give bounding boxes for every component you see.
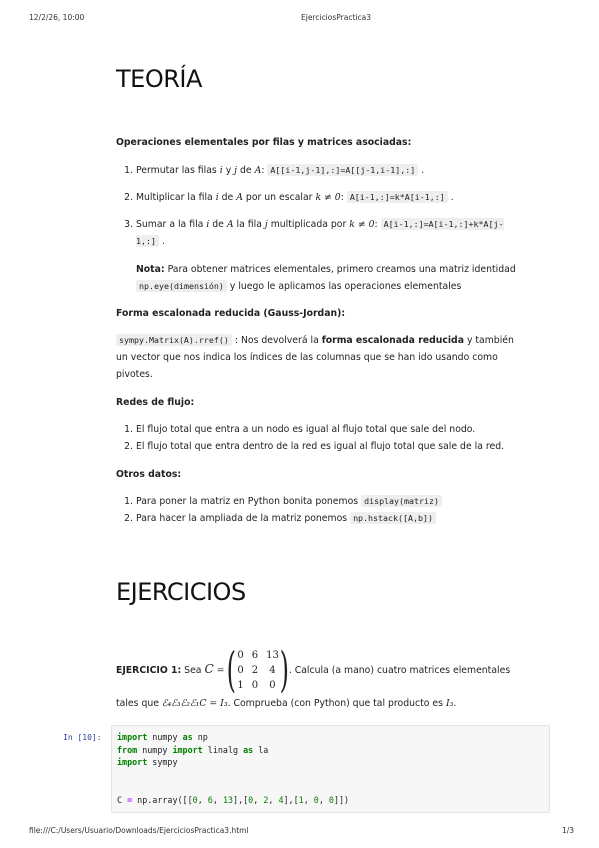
exercises-section: [116, 578, 516, 606]
row-op-item: 2. Multiplicar la fila i de A por un escalar k ≠ 0: A[i-1,:]=k*A[i-1,:] .: [136, 189, 521, 206]
code-token: numpy: [147, 732, 183, 742]
code-token: as: [182, 732, 193, 742]
code-token: ,: [303, 794, 314, 805]
print-datetime: 12/2/26, 10:00: [29, 13, 85, 22]
rref-title: Forma escalonada reducida (Gauss-Jordan):: [116, 308, 346, 319]
row-ops-block: [116, 134, 521, 151]
row-ops-list-3: [116, 216, 521, 250]
code-token: ]]): [333, 794, 350, 805]
code-line: [117, 731, 544, 744]
code-line: [117, 769, 544, 782]
row-op-item: 3. Sumar a la fila i de A la fila j multiplicada por k ≠ 0: A[i-1,:]=A[i-1,:]+k*A[j-1,:] .: [136, 216, 521, 250]
code-token: linalg: [202, 744, 244, 755]
note-paragraph: Nota: Para obtener matrices elementales, primero creamos una matriz identidad np.eye(dimensión) y luego le aplicamos las operaciones elementales: [136, 264, 516, 292]
code-token: import: [117, 732, 148, 742]
print-title: EjerciciosPractica3: [301, 13, 371, 22]
code-token: 4: [278, 794, 284, 805]
inline-code: A[[i-1,j-1],:]=A[[j-1,i-1],:]: [267, 164, 418, 176]
code-token: 0: [313, 794, 319, 805]
code-token: 13: [222, 794, 234, 805]
code-token: ,: [197, 794, 208, 805]
code-token: =: [127, 794, 133, 805]
code-token: ],[: [233, 794, 249, 805]
code-token: 1: [298, 794, 304, 805]
code-cell-source[interactable]: [112, 726, 549, 811]
code-line: [117, 794, 544, 807]
list-item: 1. Para poner la matriz en Python bonita ponemos display(matriz): [136, 493, 521, 510]
code-token: 2: [263, 794, 269, 805]
theory-section: [116, 65, 516, 93]
code-token: import: [117, 757, 148, 767]
code-token: as: [243, 744, 254, 755]
exercise-1-statement-cont: tales que ℰ₄ℰ₃ℰ₂ℰ₁C = I₃. Comprueba (con Python) que tal producto es I₃.: [116, 698, 457, 709]
code-token: ,: [318, 794, 329, 805]
code-line: [117, 744, 544, 757]
flow-list: [116, 421, 521, 455]
code-token: sympy: [147, 757, 178, 767]
inline-code: display(matriz): [361, 495, 442, 507]
cell-prompt: In [10]:: [63, 733, 102, 742]
exercises-heading: EJERCICIOS: [116, 578, 246, 606]
other-title: Otros datos:: [116, 469, 182, 480]
list-item: 1. El flujo total que entra a un nodo es igual al flujo total que sale del nodo.: [136, 421, 521, 438]
other-list: [116, 493, 521, 527]
code-token: 0: [192, 794, 198, 805]
code-token: np.array([[: [132, 794, 193, 805]
code-token: 0: [328, 794, 334, 805]
inline-code: A[i-1,:]=k*A[i-1,:]: [347, 191, 448, 203]
code-token: ,: [253, 794, 264, 805]
code-line: [117, 781, 544, 794]
inline-code: sympy.Matrix(A).rref(): [116, 334, 232, 346]
code-token: la: [253, 744, 269, 755]
code-token: ,: [268, 794, 279, 805]
code-token: import: [172, 744, 203, 755]
code-token: ,: [212, 794, 223, 805]
print-file-path: file:///C:/Users/Usuario/Downloads/EjerciciosPractica3.html: [29, 826, 249, 835]
matrix-c: ( 0 6 13 0 2 4 1 0 0 ): [227, 642, 290, 698]
theory-heading: TEORÍA: [116, 65, 202, 93]
list-item: 2. Para hacer la ampliada de la matriz ponemos np.hstack([A,b]): [136, 510, 521, 527]
row-ops-title: Operaciones elementales por filas y matrices asociadas:: [116, 137, 412, 148]
row-op-item: 1. Permutar las filas i y j de A: A[[i-1,j-1],:]=A[[j-1,i-1],:] .: [136, 162, 521, 179]
code-cell[interactable]: [111, 725, 550, 813]
code-token: 6: [207, 794, 213, 805]
list-item: 2. El flujo total que entra dentro de la red es igual al flujo total que sale de la red.: [136, 438, 521, 455]
code-token: np: [192, 732, 208, 742]
code-token: ],[: [283, 794, 299, 805]
print-page-number: 1/3: [562, 826, 575, 835]
exercise-1-statement: EJERCICIO 1: Sea C = ( 0 6 13 0 2 4 1 0 0 ) . Calcula (a mano) cuatro matrices elementales: [116, 642, 511, 698]
code-token: from: [117, 744, 138, 755]
code-token: 0: [248, 794, 254, 805]
inline-code: A[i-1,:]=A[i-1,:]+k*A[j-1,:]: [136, 219, 504, 246]
flow-title: Redes de flujo:: [116, 397, 195, 408]
row-ops-list: [116, 162, 521, 179]
row-ops-list-2: [116, 189, 521, 206]
code-token: C: [117, 794, 128, 805]
inline-code: np.hstack([A,b]): [350, 512, 436, 524]
code-token: numpy: [137, 744, 173, 755]
code-line: [117, 756, 544, 769]
rref-paragraph: sympy.Matrix(A).rref() : Nos devolverá la forma escalonada reducida y también un vector que nos indica los índices de las columnas que se han ido usando como pivotes.: [116, 335, 514, 380]
inline-code: np.eye(dimensión): [136, 280, 227, 292]
